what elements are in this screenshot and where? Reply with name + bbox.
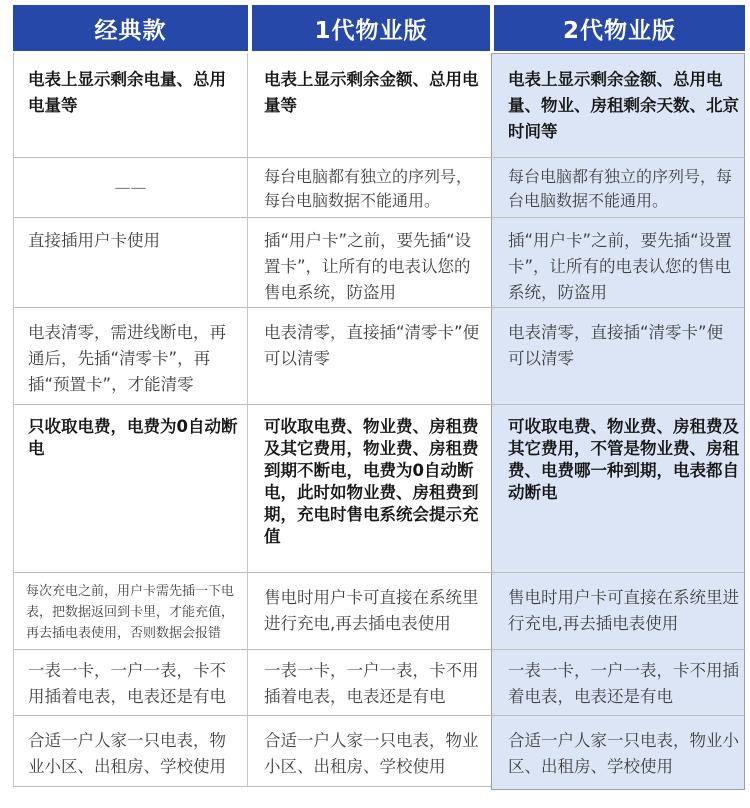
cell-gen1-usercard: 插“用户卡”之前，要先插“设置卡”，让所有的电表认您的售电系统，防盗用 bbox=[248, 218, 491, 308]
column-header-classic: 经典款 bbox=[13, 5, 248, 51]
cell-gen1-serial: 每台电脑都有独立的序列号，每台电脑数据不能通用。 bbox=[248, 158, 491, 218]
cell-gen1-fees: 可收取电费、物业费、房租费及其它费用，物业费、房租费到期不断电，电费为0自动断电，此时如物业费、房租费到期，充电时售电系统会提示充值 bbox=[248, 405, 491, 573]
table-row-usercard bbox=[13, 218, 745, 308]
cell-classic-recharge: 每次充电之前，用户卡需先插一下电表，把数据返回到卡里，才能充值，再去插电表使用，否则数据会报错 bbox=[13, 573, 248, 650]
cell-gen2-one-card: 一表一卡，一户一表，卡不用插着电表，电表还是有电 bbox=[491, 650, 745, 716]
column-header-gen2-property: 2代物业版 bbox=[494, 5, 745, 51]
table-row-serial bbox=[13, 158, 745, 218]
cell-gen2-reset: 电表清零，直接插“清零卡”便可以清零 bbox=[491, 308, 745, 405]
cell-gen1-display: 电表上显示剩余金额、总用电量等 bbox=[248, 53, 491, 158]
cell-classic-display: 电表上显示剩余电量、总用电量等 bbox=[13, 53, 248, 158]
cell-gen2-serial: 每台电脑都有独立的序列号，每台电脑数据不能通用。 bbox=[491, 158, 745, 218]
cell-classic-usercard: 直接插用户卡使用 bbox=[13, 218, 248, 308]
cell-gen1-one-card: 一表一卡，一户一表，卡不用插着电表，电表还是有电 bbox=[248, 650, 491, 716]
cell-classic-fees: 只收取电费，电费为0自动断电 bbox=[13, 405, 248, 573]
cell-gen2-usercard: 插“用户卡”之前，要先插“设置卡”，让所有的电表认您的售电系统，防盗用 bbox=[491, 218, 745, 308]
cell-gen2-recharge: 售电时用户卡可直接在系统里进行充电,再去插电表使用 bbox=[491, 573, 745, 650]
cell-gen2-usage: 合适一户人家一只电表，物业小区、出租房、学校使用 bbox=[508, 731, 739, 776]
cell-classic-reset: 电表清零，需进线断电，再通后，先插“清零卡”，再插“预置卡”，才能清零 bbox=[13, 308, 248, 405]
cell-classic-serial-dash: —— bbox=[13, 158, 248, 218]
cell-classic-usage: 合适一户人家一只电表，物业小区、出租房、学校使用 bbox=[13, 716, 248, 787]
table-body bbox=[13, 53, 745, 787]
cell-gen1-reset: 电表清零，直接插“清零卡”便可以清零 bbox=[248, 308, 491, 405]
cell-gen1-usage: 合适一户人家一只电表，物业小区、出租房、学校使用 bbox=[248, 716, 491, 787]
table-row-fees bbox=[13, 405, 745, 573]
table-header-row bbox=[13, 5, 745, 51]
table-row-one-card bbox=[13, 650, 745, 716]
column-header-gen1-property: 1代物业版 bbox=[252, 5, 490, 51]
table-row-reset bbox=[13, 308, 745, 405]
table-row-display bbox=[13, 53, 745, 158]
cell-classic-one-card: 一表一卡，一户一表，卡不用插着电表，电表还是有电 bbox=[13, 650, 248, 716]
cell-gen2-display: 电表上显示剩余金额、总用电量、物业、房租剩余天数、北京时间等 bbox=[491, 53, 745, 158]
cell-gen2-fees: 可收取电费、物业费、房租费及其它费用，不管是物业费、房租费、电费哪一种到期，电表都自动断电 bbox=[491, 405, 745, 573]
table-row-recharge bbox=[13, 573, 745, 650]
cell-gen1-recharge: 售电时用户卡可直接在系统里进行充电,再去插电表使用 bbox=[248, 573, 491, 650]
table-row-usage bbox=[13, 716, 745, 787]
